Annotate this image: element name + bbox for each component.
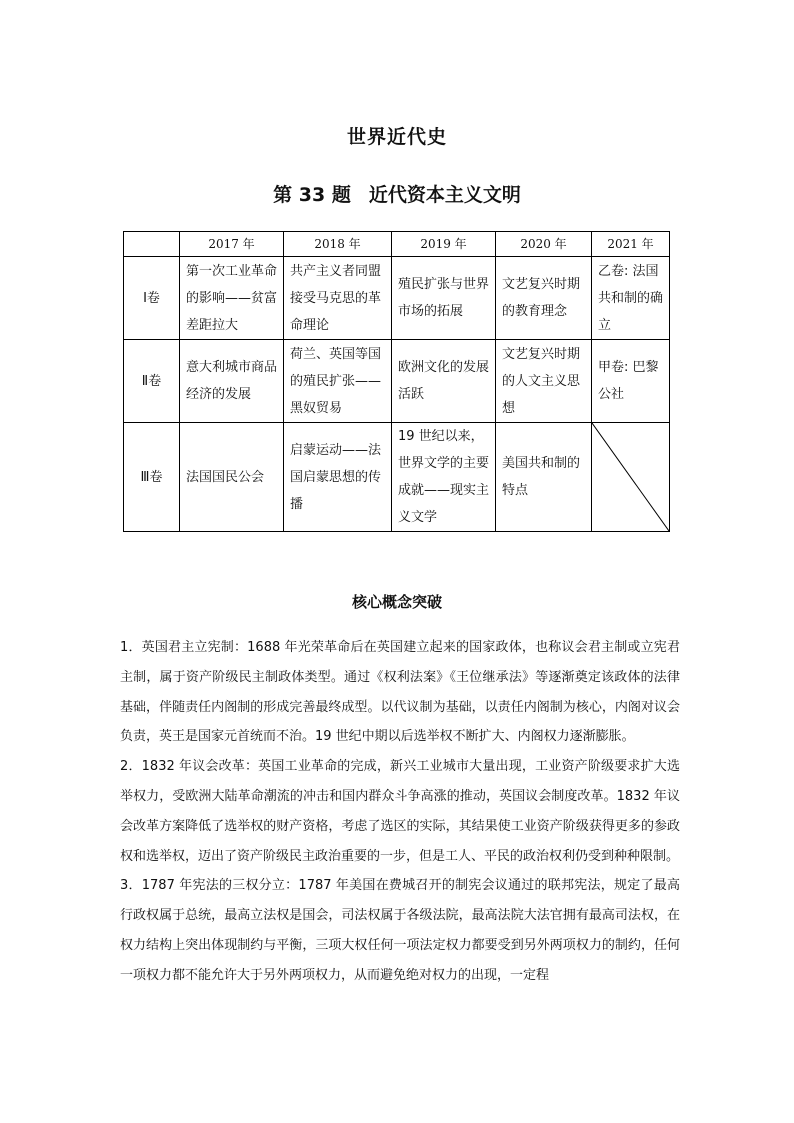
table-cell: 美国共和制的特点 [496, 423, 592, 532]
table-cell: 法国国民公会 [180, 423, 284, 532]
diagonal-line [592, 423, 669, 531]
table-cell: 第一次工业革命的影响——贫富差距拉大 [180, 257, 284, 340]
table-cell: 荷兰、英国等国的殖民扩张——黑奴贸易 [284, 340, 392, 423]
header-year-2021: 2021 年 [592, 232, 670, 257]
table-cell: 欧洲文化的发展活跃 [392, 340, 496, 423]
section-title: 核心概念突破 [351, 593, 442, 611]
page-title: 世界近代史 [346, 126, 447, 148]
question-number: 第 33 题 [273, 184, 351, 206]
question-title [0, 180, 794, 207]
table-cell: 意大利城市商品经济的发展 [180, 340, 284, 423]
concept-content [120, 633, 680, 991]
table-cell: 19 世纪以来，世界文学的主要成就——现实主义文学 [392, 423, 496, 532]
table-cell: 文艺复兴时期的人文主义思想 [496, 340, 592, 423]
question-topic: 近代资本主义文明 [368, 184, 521, 206]
row-label: Ⅱ卷 [124, 340, 180, 423]
header-year-2018: 2018 年 [284, 232, 392, 257]
empty-diagonal-cell [592, 423, 670, 532]
concept-paragraph: 2．1832 年议会改革：英国工业革命的完成，新兴工业城市大量出现，工业资产阶级要求扩大选举权力，受欧洲大陆革命潮流的冲击和国内群众斗争高涨的推动，英国议会制度改革。1832 年议会改革方案降低了选举权的财产资格，考虑了选区的实际，其结果使工业资产阶级获得更多的参政权和选举权，迈出了资产阶级民主政治重要的一步，但是工人、平民的政治权利仍受到种种限制。 [120, 759, 680, 864]
table-cell: 乙卷: 法国共和制的确立 [592, 257, 670, 340]
table-cell: 共产主义者同盟接受马克思的革命理论 [284, 257, 392, 340]
table-cell: 文艺复兴时期的教育理念 [496, 257, 592, 340]
header-year-2017: 2017 年 [180, 232, 284, 257]
row-label: Ⅲ卷 [124, 423, 180, 532]
header-corner-cell [124, 232, 180, 257]
table-row [124, 423, 670, 532]
table-cell: 殖民扩张与世界市场的拓展 [392, 257, 496, 340]
table-row [124, 257, 670, 340]
table-cell: 启蒙运动——法国启蒙思想的传播 [284, 423, 392, 532]
concept-paragraph: 3．1787 年宪法的三权分立：1787 年美国在费城召开的制宪会议通过的联邦宪法，规定了最高行政权属于总统，最高立法权是国会，司法权属于各级法院，最高法院大法官拥有最高司法权，在权力结构上突出体现制约与平衡，三项大权任何一项法定权力都要受到另外两项权力的制约，任何一项权力都不能允许大于另外两项权力，从而避免绝对权力的出现，一定程 [120, 878, 680, 983]
header-year-2020: 2020 年 [496, 232, 592, 257]
row-label: Ⅰ卷 [124, 257, 180, 340]
exam-topics-table [123, 231, 670, 532]
header-year-2019: 2019 年 [392, 232, 496, 257]
table-cell: 甲卷: 巴黎公社 [592, 340, 670, 423]
concept-paragraph: 1．英国君主立宪制：1688 年光荣革命后在英国建立起来的国家政体，也称议会君主制或立宪君主制，属于资产阶级民主制政体类型。通过《权利法案》《王位继承法》等逐渐奠定该政体的法律基础，伴随责任内阁制的形成完善最终成型。以代议制为基础，以责任内阁制为核心，内阁对议会负责，英王是国家元首统而不治。19 世纪中期以后选举权不断扩大、内阁权力逐渐膨胀。 [120, 640, 680, 745]
table-row [124, 340, 670, 423]
table-header-row [124, 232, 670, 257]
